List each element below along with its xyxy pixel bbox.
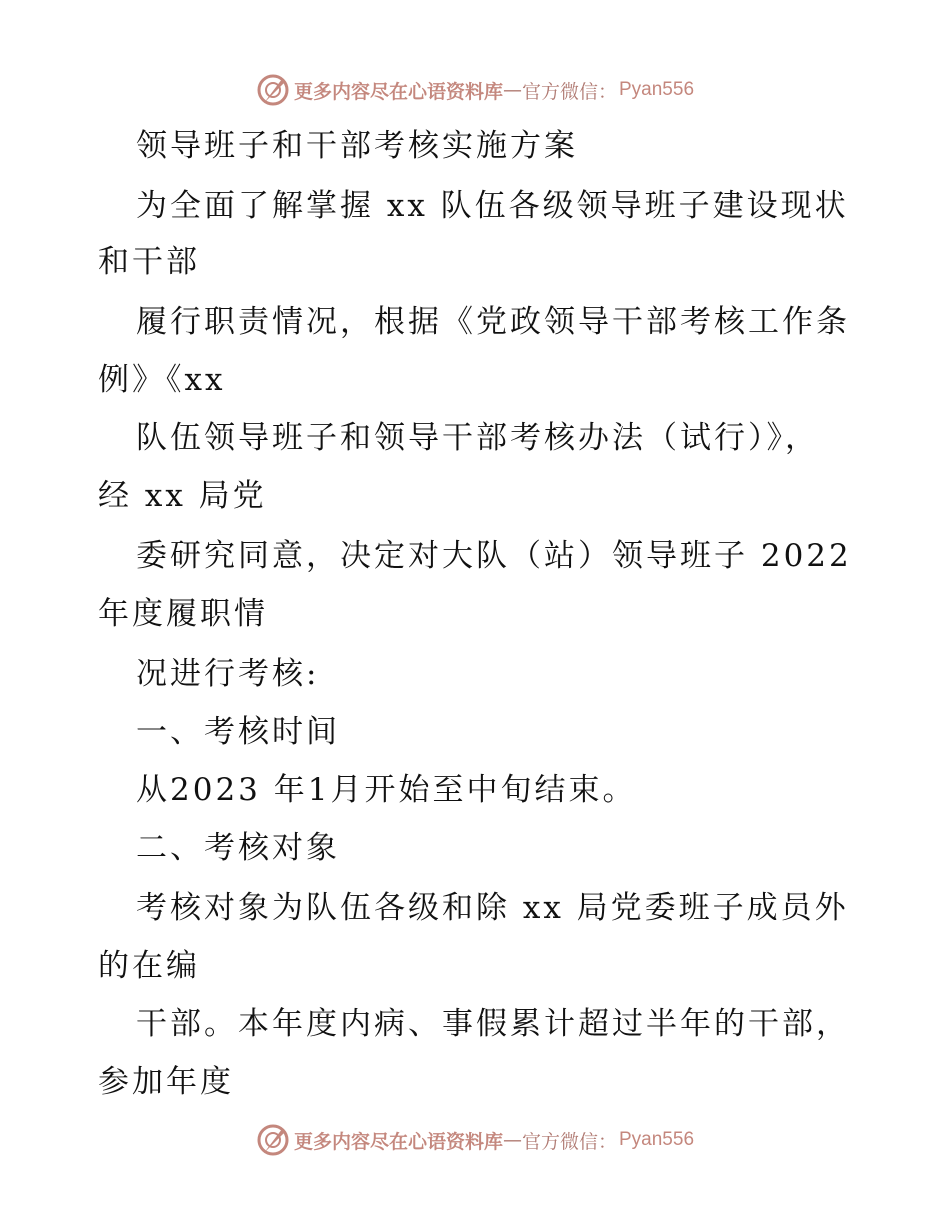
paragraph-line: 为全面了解掌握 xx 队伍各级领导班子建设现状 bbox=[136, 188, 849, 224]
section-heading: 二、考核对象 bbox=[136, 830, 340, 866]
paragraph-line: 干部。本年度内病、事假累计超过半年的干部， bbox=[136, 1006, 850, 1042]
document-title: 领导班子和干部考核实施方案 bbox=[136, 128, 578, 164]
watermark-brand: 更多内容尽在心语资料库 bbox=[293, 80, 503, 103]
paragraph-line: 况进行考核: bbox=[136, 656, 320, 692]
watermark-separator: — bbox=[502, 79, 522, 101]
watermark-header bbox=[0, 70, 950, 110]
watermark-contact-label: 官方微信： bbox=[521, 80, 617, 103]
quill-circle-icon bbox=[256, 73, 290, 107]
paragraph-line: 例》《xx bbox=[98, 362, 226, 398]
watermark-contact-label: 官方微信： bbox=[521, 1130, 617, 1153]
paragraph-line: 从2023 年1月开始至中旬结束。 bbox=[136, 772, 637, 808]
paragraph-line: 年度履职情 bbox=[98, 596, 268, 632]
paragraph-line: 委研究同意，决定对大队（站）领导班子 2022 bbox=[136, 538, 852, 574]
paragraph-line: 经 xx 局党 bbox=[98, 478, 267, 514]
paragraph-line: 履行职责情况，根据《党政领导干部考核工作条 bbox=[136, 304, 850, 340]
paragraph-line: 和干部 bbox=[98, 244, 200, 280]
watermark-handle: Pyan556 bbox=[619, 79, 695, 100]
paragraph-line: 参加年度 bbox=[98, 1064, 234, 1100]
paragraph-line: 考核对象为队伍各级和除 xx 局党委班子成员外 bbox=[136, 890, 849, 926]
watermark-brand: 更多内容尽在心语资料库 bbox=[293, 1130, 503, 1153]
watermark-footer bbox=[0, 1120, 950, 1160]
watermark-handle: Pyan556 bbox=[619, 1129, 695, 1150]
paragraph-line: 队伍领导班子和领导干部考核办法（试行）》， bbox=[136, 420, 819, 456]
quill-circle-icon bbox=[256, 1123, 290, 1157]
section-heading: 一、考核时间 bbox=[136, 714, 340, 750]
paragraph-line: 的在编 bbox=[98, 948, 200, 984]
watermark-separator: — bbox=[502, 1129, 522, 1151]
